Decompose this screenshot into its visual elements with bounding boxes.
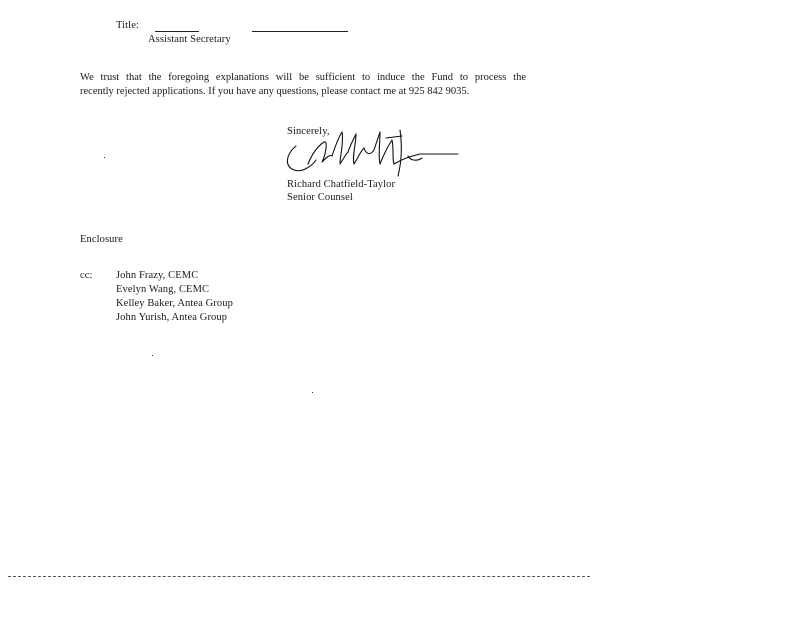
position-title: Assistant Secretary (148, 34, 231, 45)
closing-paragraph (80, 71, 526, 99)
cc-recipient: John Yurish, Antea Group (116, 312, 228, 323)
cc-recipient: Kelley Baker, Antea Group (116, 298, 233, 309)
enclosure-label: Enclosure (80, 234, 123, 245)
cc-recipient: John Frazy, CEMC (116, 270, 199, 281)
scan-speck (152, 355, 153, 356)
closing-paragraph-line-2: recently rejected applications. If you have any questions, please contact me at 925 842 9035. (80, 86, 470, 97)
title-blank-line (155, 31, 199, 32)
scan-speck (104, 157, 105, 158)
signer-name: Richard Chatfield-Taylor (287, 179, 396, 190)
cc-label: cc: (80, 270, 93, 281)
scan-speck (312, 392, 313, 393)
closing-paragraph-line-1: We trust that the foregoing explanations will be sufficient to induce the Fund to process the (80, 72, 526, 83)
title-label: Title: (116, 20, 139, 31)
signer-role: Senior Counsel (287, 192, 353, 203)
page-bottom-edge (8, 576, 590, 577)
signature-blank-line (252, 31, 348, 32)
cc-recipient: Evelyn Wang, CEMC (116, 284, 210, 295)
handwritten-signature (282, 124, 462, 178)
salutation: Sincerely, (287, 126, 330, 137)
